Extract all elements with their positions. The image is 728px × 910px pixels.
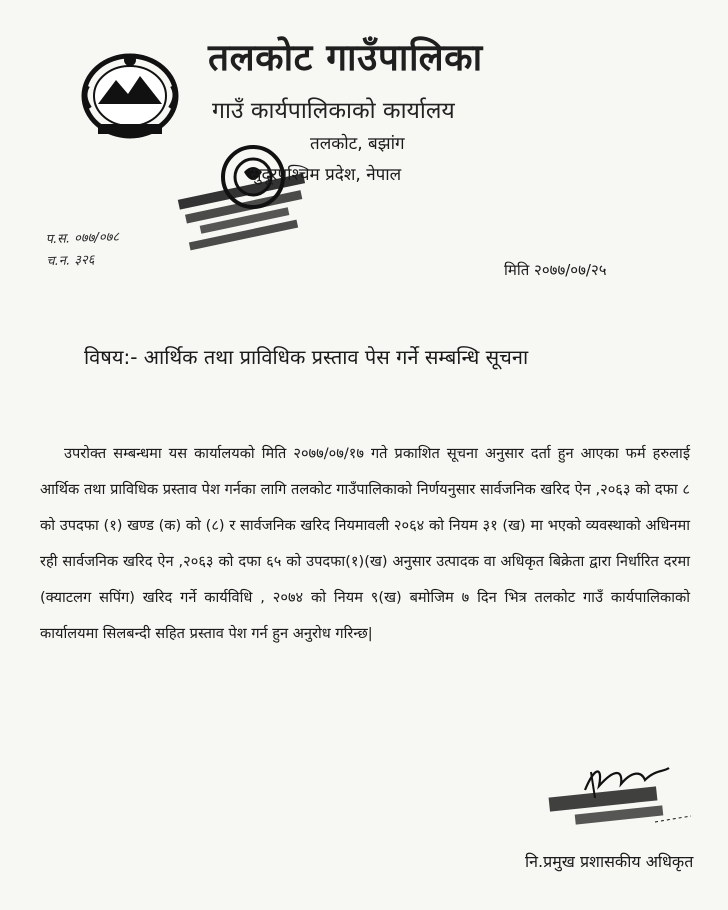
nepal-emblem-logo: [78, 46, 182, 142]
signature-stamp: [545, 762, 695, 840]
reference-block: [45, 227, 120, 274]
subject-line: विषय:- आर्थिक तथा प्राविधिक प्रस्ताव पेस गर्ने सम्बन्धि सूचना: [84, 345, 529, 369]
address-line-2: सुदूरपश्चिम प्रदेश, नेपाल: [250, 165, 402, 185]
signatory-title: नि.प्रमुख प्रशासकीय अधिकृत: [525, 852, 694, 871]
notice-body: [40, 436, 690, 652]
letter-date: मिति २०७७/०७/२५: [504, 261, 607, 279]
dispatch-number: च.न. ३२६: [46, 252, 95, 270]
municipality-title: तलकोट गाउँपालिका: [208, 36, 483, 79]
address-line-1: तलकोट, बझांग: [310, 134, 405, 154]
body-paragraph: उपरोक्त सम्बन्धमा यस कार्यालयको मिति २०७७/०७/१७ गते प्रकाशित सूचना अनुसार दर्ता हुन आएका फर्म हरुलाई आर्थिक तथा प्राविधिक प्रस्ताव पेश गर्नका लागि तलकोट गाउँपालिकाको निर्णयनुसार सार्वजनिक खरिद ऐन ,२०६३ को दफा ८ को उपदफा (१) खण्ड (क) को (८) र सार्वजनिक खरिद नियमावली २०६४ को नियम ३१ (ख) मा भएको व्यवस्थाको अधिनमा रही सार्वजनिक खरिद ऐन ,२०६३ को दफा ६५ को उपदफा(१)(ख) अनुसार उत्पादक वा अधिकृत बिक्रेता द्वारा निर्धारित दरमा (क्याटलग सपिंग) खरिद गर्ने कार्यविधि , २०७४ को नियम ९(ख) बमोजिम ७ दिन भित्र तलकोट गाउँ कार्यपालिकाको कार्यालयमा सिलबन्दी सहित प्रस्ताव पेश गर्न हुन अनुरोध गरिन्छ|: [40, 445, 690, 642]
letter-number: प.स. ०७७/०७८: [45, 229, 120, 248]
office-name: गाउँ कार्यपालिकाको कार्यालय: [212, 98, 455, 124]
